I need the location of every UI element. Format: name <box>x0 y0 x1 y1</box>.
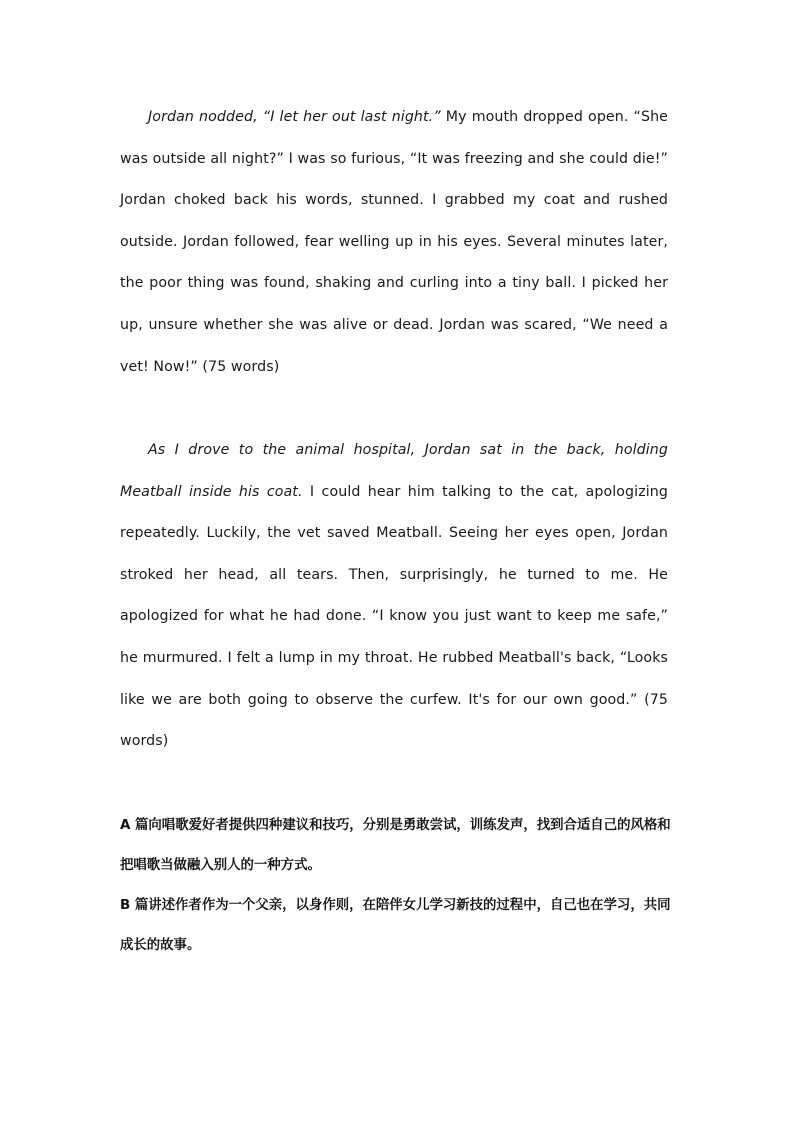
summary-b: B 篇讲述作者作为一个父亲，以身作则，在陪伴女儿学习新技的过程中，自己也在学习，共同成长的故事。 <box>120 898 671 953</box>
paragraph-1-body: My mouth dropped open. “She was outside all night?” I was so furious, “It was freezing and she could die!” Jordan choked back his words, stunned. I grabbed my coat and rushed outside. Jordan followed, fear welling up in his eyes. Several minutes later, the poor thing was found, shaking and curling into a tiny ball. I picked her up, unsure whether she was alive or dead. Jordan was scared, “We need a vet! Now!” (75 words) <box>120 109 668 375</box>
paragraph-2-body: I could hear him talking to the cat, apologizing repeatedly. Luckily, the vet saved Meatball. Seeing her eyes open, Jordan stroked her head, all tears. Then, surprisingly, he turned to me. He apologized for what he had done. “I know you just want to keep me safe,” he murmured. I felt a lump in my throat. He rubbed Meatball's back, “Looks like we are both going to observe the curfew. It's for our own good.” (75 words) <box>120 483 668 750</box>
paragraph-2-italic-lead: As I drove to the animal hospital, Jordan sat in the back, holding Meatball inside his coat. <box>120 442 668 500</box>
story-paragraph-2 <box>120 430 668 763</box>
story-paragraph-1 <box>120 97 668 388</box>
summary-a: A 篇向唱歌爱好者提供四种建议和技巧，分别是勇敢尝试，训练发声，找到合适自己的风格和把唱歌当做融入别人的一种方式。 <box>120 818 671 873</box>
paragraph-1-italic-lead: Jordan nodded, “I let her out last night.” <box>148 109 441 125</box>
